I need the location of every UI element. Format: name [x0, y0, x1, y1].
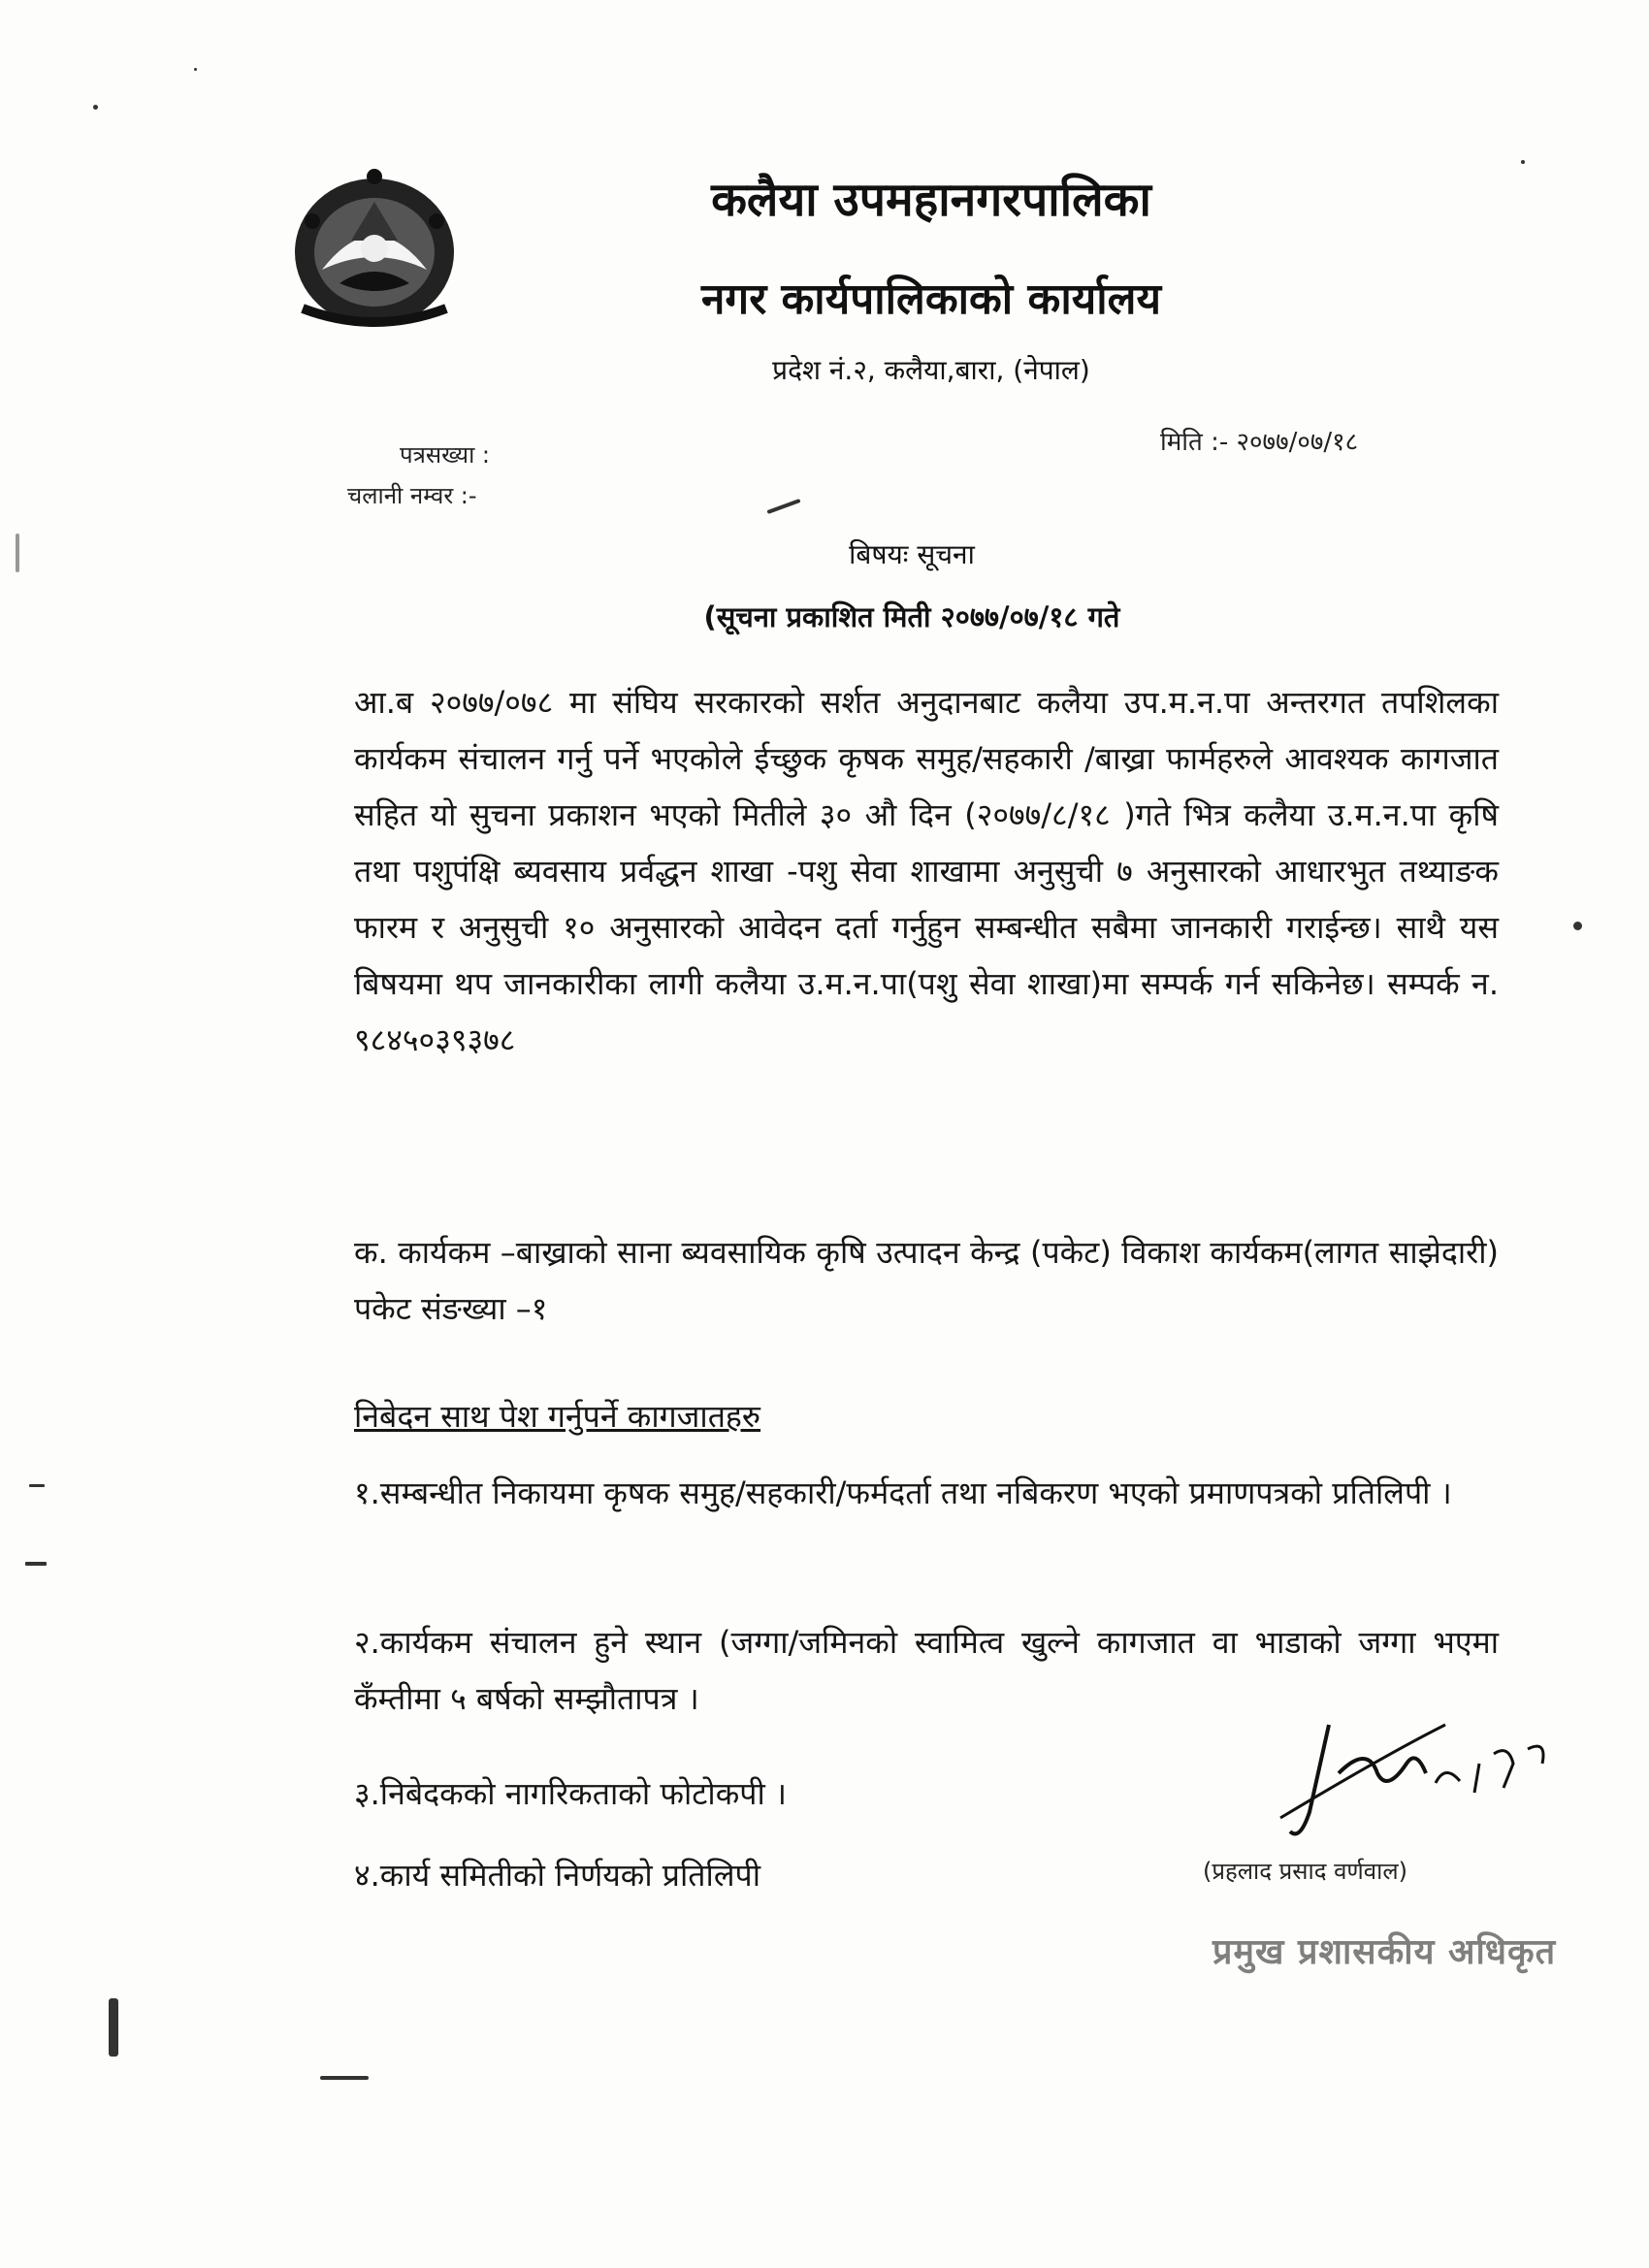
document-item: ४.कार्य समितीको निर्णयको प्रतिलिपी [354, 1857, 760, 1894]
office-name: कलैया उपमहानगरपालिका [711, 173, 1151, 227]
publication-date: (सूचना प्रकाशित मिती २०७७/०७/१८ गते [703, 600, 1120, 633]
document-item: ३.निबेदकको नागरिकताको फोटोकपी । [354, 1775, 788, 1812]
dispatch-number-label: चलानी नम्वर :- [347, 482, 477, 509]
office-address: प्रदेश नं.२, कलैया,बारा, (नेपाल) [772, 354, 1090, 386]
scan-speck [766, 499, 800, 514]
program-description: क. कार्यकम –बाख्राको साना ब्यवसायिक कृषि उत्पादन केन्द्र (पकेट) विकाश कार्यकम(लागत साझेदारी) पकेट संङख्या –१ [354, 1234, 1499, 1327]
notice-subject: बिषयः सूचना [849, 538, 975, 570]
documents-heading: निबेदन साथ पेश गर्नुपर्ने कागजातहरु [354, 1398, 761, 1435]
letter-date: मिति :- २०७७/०७/१८ [1160, 428, 1359, 457]
letter-number-label: पत्रसख्या : [400, 441, 490, 469]
scan-speck [194, 68, 197, 71]
scan-speck [320, 2076, 369, 2080]
scan-speck [29, 1484, 45, 1487]
scan-speck [1573, 922, 1582, 930]
signatory-name: (प्रहलाद प्रसाद वर्णवाल) [1203, 1858, 1407, 1885]
scan-speck [109, 1998, 118, 2057]
handwritten-signature [1271, 1696, 1600, 1841]
office-unit: नगर कार्यपालिकाको कार्यालय [701, 275, 1161, 324]
scan-speck [93, 105, 98, 110]
scan-speck [1521, 160, 1525, 164]
notice-body-paragraph: आ.ब २०७७/०७८ मा संघिय सरकारको सर्शत अनुदानबाट कलैया उप.म.न.पा अन्तरगत तपशिलका कार्यकम संचालन गर्नु पर्ने भएकोले ईच्छुक कृषक समुह/सहकारी /बाख्रा फार्महरुले आवश्यक कागजात सहित यो सुचना प्रकाशन भएको मितीले ३० औ दिन (२०७७/८/१८ )गते भित्र कलैया उ.म.न.पा कृषि तथा पशुपंक्षि ब्यवसाय प्रर्वद्धन शाखा -पशु सेवा शाखामा अनुसुची ७ अनुसारको आधारभुत तथ्याङक फारम र अनुसुची १० अनुसारको आवेदन दर्ता गर्नुहुन सम्बन्धीत सबैमा जानकारी गराईन्छ। साथै यस बिषयमा थप जानकारीका लागी कलैया उ.म.न.पा(पशु सेवा शाखा)मा सम्पर्क गर्न सकिनेछ। सम्पर्क न. ९८४५०३९३७८ [354, 684, 1499, 1058]
document-item: १.सम्बन्धीत निकायमा कृषक समुह/सहकारी/फर्मदर्ता तथा नबिकरण भएको प्रमाणपत्रको प्रतिलिपी । [354, 1474, 1452, 1511]
document-item: २.कार्यकम संचालन हुने स्थान (जग्गा/जमिनको स्वामित्व खुल्ने कागजात वा भाडाको जग्गा भएमा कँम्तीमा ५ बर्षको सम्झौतापत्र । [354, 1624, 1499, 1717]
official-stamp: प्रमुख प्रशासकीय अधिकृत [1212, 1932, 1557, 1972]
scan-speck [25, 1562, 47, 1566]
